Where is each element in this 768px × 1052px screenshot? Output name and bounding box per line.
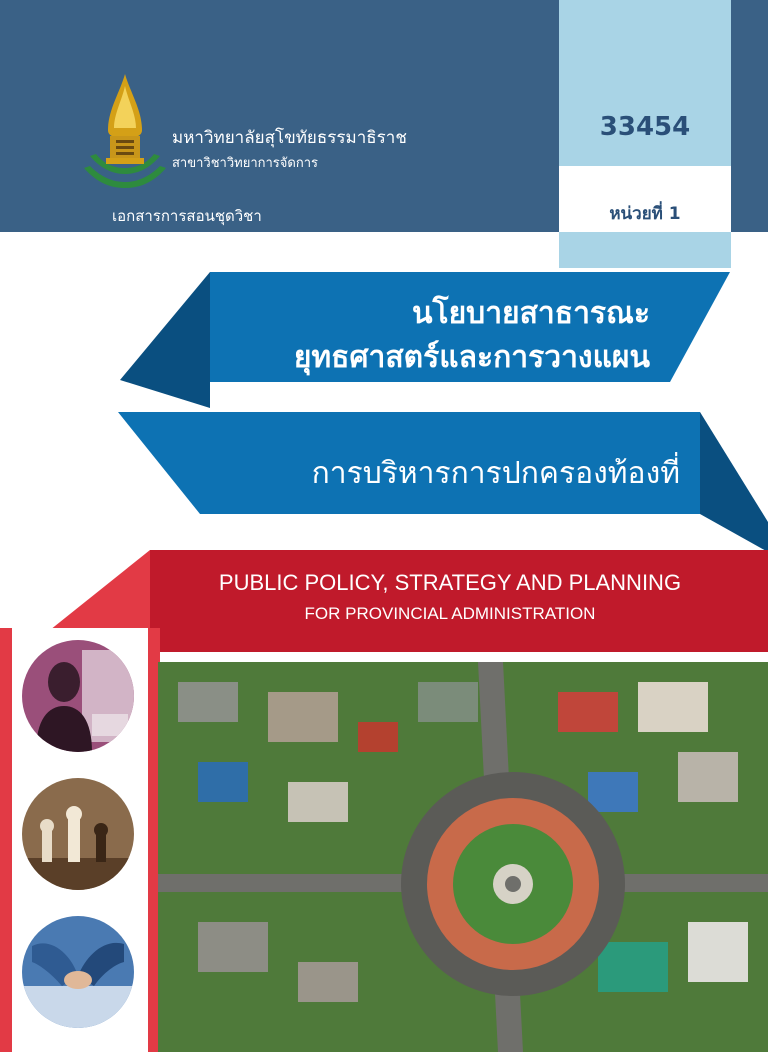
chess-pieces-photo: [22, 778, 134, 890]
course-code: 33454: [599, 112, 691, 142]
ribbon-fold-right: [700, 412, 768, 552]
english-title-ribbon: [150, 550, 768, 652]
business-handshake-photo: [22, 916, 134, 1028]
document-type: เอกสารการสอนชุดวิชา: [112, 207, 262, 225]
university-name: มหาวิทยาลัยสุโขทัยธรรมาธิราช: [172, 128, 407, 148]
unit-label: หน่วยที่ 1: [609, 204, 681, 224]
title-line-2: ยุทธศาสตร์และการวางแผน: [293, 340, 650, 375]
university-emblem-icon: [80, 72, 170, 196]
ribbon-fold-red: [50, 550, 150, 630]
english-title-line-2: FOR PROVINCIAL ADMINISTRATION: [304, 604, 596, 623]
department-name: สาขาวิชาวิทยาการจัดการ: [172, 156, 318, 171]
businesswoman-laptop-photo: [22, 640, 134, 752]
english-title-line-1: PUBLIC POLICY, STRATEGY AND PLANNING: [218, 570, 682, 595]
ribbon-fold-top: [120, 272, 210, 408]
subtitle-thai: การบริหารการปกครองท้องที่: [311, 456, 680, 491]
aerial-roundabout-city-photo: [158, 662, 768, 1052]
title-line-1: นโยบายสาธารณะ: [411, 296, 650, 331]
